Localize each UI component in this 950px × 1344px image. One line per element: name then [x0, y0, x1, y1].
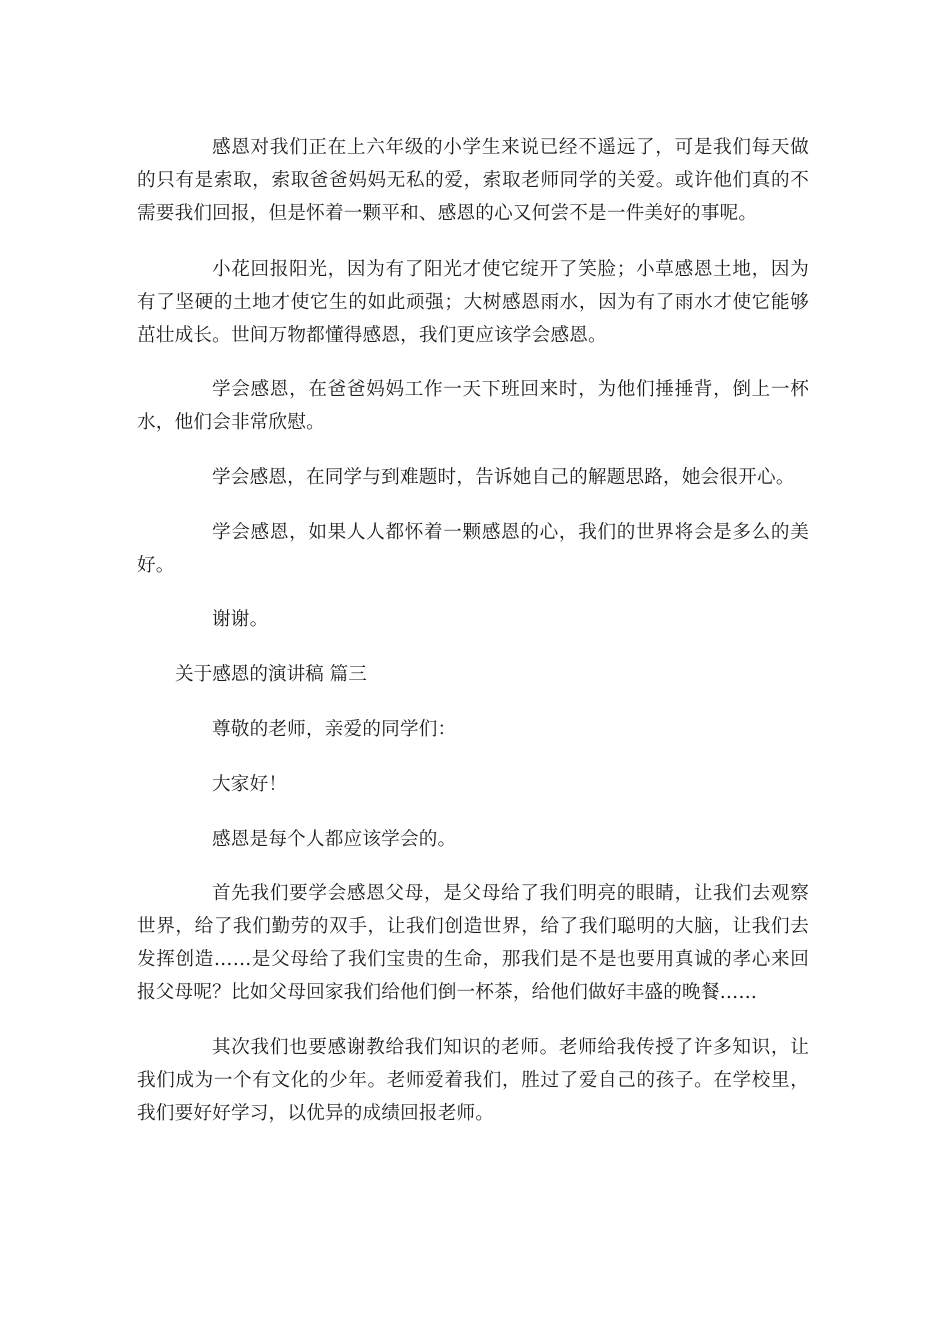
paragraph-thank-parents: 首先我们要学会感恩父母，是父母给了我们明亮的眼睛，让我们去观察世界，给了我们勤劳的双手，让我们创造世界，给了我们聪明的大脑，让我们去发挥创造……是父母给了我们宝贵的生命，那我们是不是也要用真诚的孝心来回报父母呢？比如父母回家我们给他们倒一杯茶，给他们做好丰盛的晚餐…… — [137, 883, 809, 1003]
paragraph-greeting: 大家好！ — [212, 774, 288, 795]
paragraph-salutation: 尊敬的老师，亲爱的同学们： — [212, 719, 457, 740]
paragraph-thanks: 谢谢。 — [212, 609, 269, 630]
paragraph-gratitude-intro: 感恩对我们正在上六年级的小学生来说已经不遥远了，可是我们每天做的只有是索取，索取爸爸妈妈无私的爱，索取老师同学的关爱。或许他们真的不需要我们回报，但是怀着一颗平和、感恩的心又何尝不是一件美好的事呢。 — [137, 137, 809, 224]
paragraph-thank-teachers: 其次我们也要感谢教给我们知识的老师。老师给我传授了许多知识，让我们成为一个有文化的少年。老师爱着我们，胜过了爱自己的孩子。在学校里，我们要好好学习，以优异的成绩回报老师。 — [137, 1037, 809, 1124]
paragraph-help-parents: 学会感恩，在爸爸妈妈工作一天下班回来时，为他们捶捶背，倒上一杯水，他们会非常欣慰。 — [137, 379, 809, 433]
paragraph-everyone-gratitude: 感恩是每个人都应该学会的。 — [212, 829, 457, 850]
paragraph-nature-gratitude: 小花回报阳光，因为有了阳光才使它绽开了笑脸；小草感恩土地，因为有了坚硬的土地才使它生的如此顽强；大树感恩雨水，因为有了雨水才使它能够茁壮成长。世间万物都懂得感恩，我们更应该学会感恩。 — [137, 259, 809, 346]
paragraph-help-classmates: 学会感恩，在同学与到难题时，告诉她自己的解题思路，她会很开心。 — [212, 467, 795, 488]
paragraph-grateful-world: 学会感恩，如果人人都怀着一颗感恩的心，我们的世界将会是多么的美好。 — [137, 522, 809, 576]
section-heading: 关于感恩的演讲稿 篇三 — [175, 664, 367, 685]
